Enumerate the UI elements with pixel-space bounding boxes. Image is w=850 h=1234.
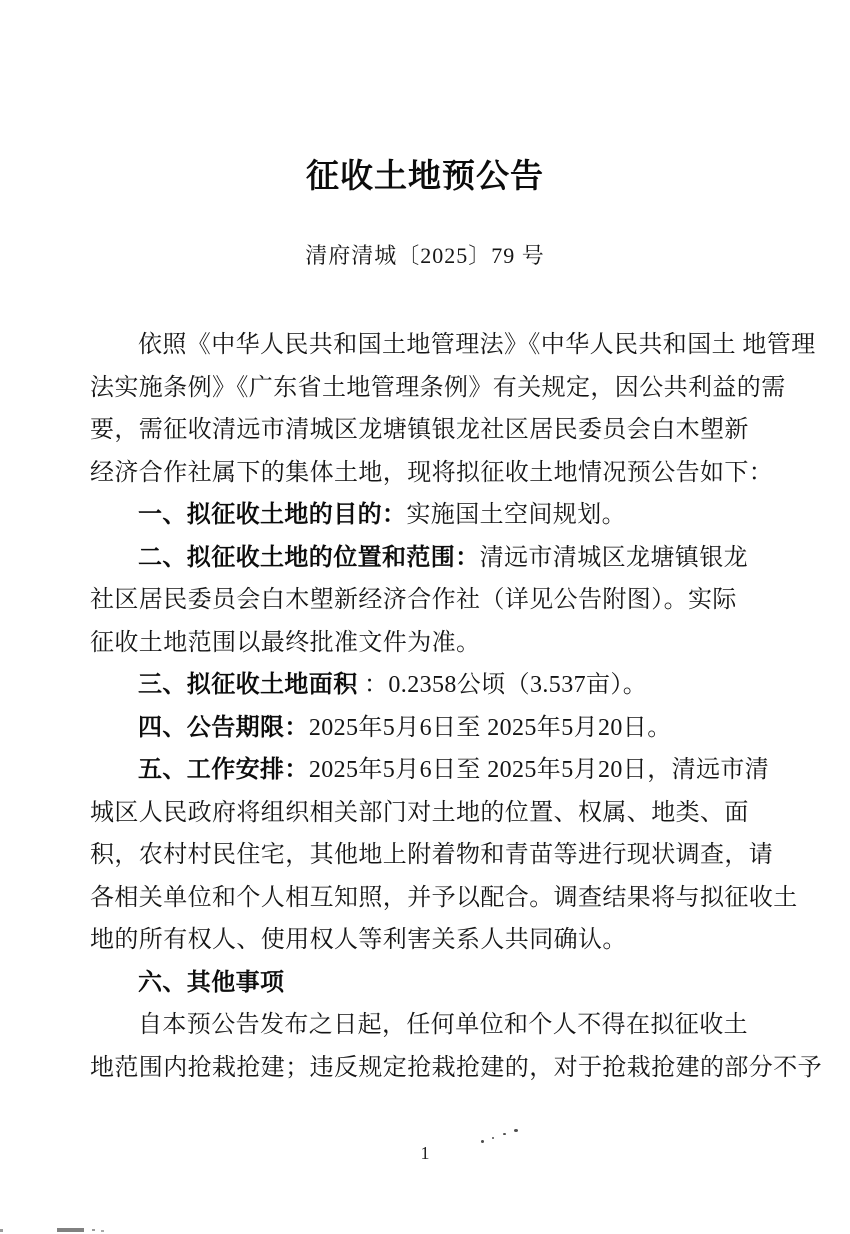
scan-speck xyxy=(492,1137,494,1139)
line-bold-text: 三、拟征收土地面积 xyxy=(138,672,358,698)
line-text: 法实施条例》《广东省土地管理条例》有关规定，因公共利益的需 xyxy=(90,374,786,401)
page-number: 1 xyxy=(420,1143,430,1163)
line-bold-text: 二、拟征收土地的位置和范围： xyxy=(138,544,480,571)
scan-speck xyxy=(503,1133,506,1135)
body-line-item-6 xyxy=(90,962,790,1005)
line-text: 经济合作社属下的集体土地，现将拟征收土地情况预公告如下： xyxy=(90,459,774,486)
line-text: 实施国土空间规划。 xyxy=(406,502,627,528)
line-text: 要，需征收清远市清城区龙塘镇银龙社区居民委员会白木塱新 xyxy=(90,417,749,443)
body-line xyxy=(90,877,798,920)
line-text: 自本预公告发布之日起，任何单位和个人不得在拟征收土 xyxy=(138,1012,748,1038)
body-line xyxy=(90,834,790,877)
document-body xyxy=(90,324,822,1089)
body-line-item-3 xyxy=(90,664,790,707)
body-line xyxy=(90,452,790,495)
body-line xyxy=(90,919,790,962)
document-title: 征收土地预公告 xyxy=(306,159,544,195)
body-line xyxy=(90,622,790,665)
body-line-item-4 xyxy=(90,707,790,750)
line-text: 2025年5月6日至 2025年5月20日，清远市清 xyxy=(308,757,770,783)
scan-speck xyxy=(481,1140,484,1143)
line-text: ：0.2358公顷（3.537亩）。 xyxy=(357,672,648,698)
scan-artifact xyxy=(0,1229,3,1232)
line-bold-text: 四、公告期限： xyxy=(138,714,309,741)
body-line xyxy=(90,324,816,367)
body-line xyxy=(90,792,790,835)
body-line-item-2 xyxy=(90,537,790,580)
document-number: 清府清城〔2025〕79 号 xyxy=(305,243,545,268)
line-text: 地范围内抢栽抢建；违反规定抢栽抢建的，对于抢栽抢建的部分不予 xyxy=(90,1054,822,1081)
scan-artifact xyxy=(92,1229,95,1231)
line-bold-text: 五、工作安排： xyxy=(138,757,309,783)
line-text: 积，农村村民住宅，其他地上附着物和青苗等进行现状调查，请 xyxy=(90,842,774,868)
line-text: 各相关单位和个人相互知照，并予以配合。调查结果将与拟征收土 xyxy=(90,884,798,911)
body-line xyxy=(90,579,790,622)
line-text: 清远市清城区龙塘镇银龙 xyxy=(479,544,749,571)
line-text: 征收土地范围以最终批准文件为准。 xyxy=(90,629,481,656)
line-text: 依照《中华人民共和国土地管理法》《中华人民共和国土 地管理 xyxy=(138,332,816,358)
body-line-item-1 xyxy=(90,494,790,537)
scan-speck xyxy=(514,1129,518,1132)
scan-artifact xyxy=(101,1230,104,1232)
line-text: 2025年5月6日至 2025年5月20日。 xyxy=(308,714,672,741)
line-text: 社区居民委员会白木塱新经济合作社（详见公告附图）。实际 xyxy=(90,587,737,613)
line-bold-text: 一、拟征收土地的目的： xyxy=(138,502,407,528)
body-line xyxy=(90,1004,790,1047)
body-line xyxy=(90,367,790,410)
line-text: 城区人民政府将组织相关部门对土地的位置、权属、地类、面 xyxy=(90,799,749,826)
body-line xyxy=(90,1047,822,1090)
body-line-item-5 xyxy=(90,749,790,792)
body-line xyxy=(90,409,790,452)
scan-artifact xyxy=(57,1228,84,1232)
line-bold-text: 六、其他事项 xyxy=(138,969,285,996)
line-text: 地的所有权人、使用权人等利害关系人共同确认。 xyxy=(90,927,627,953)
